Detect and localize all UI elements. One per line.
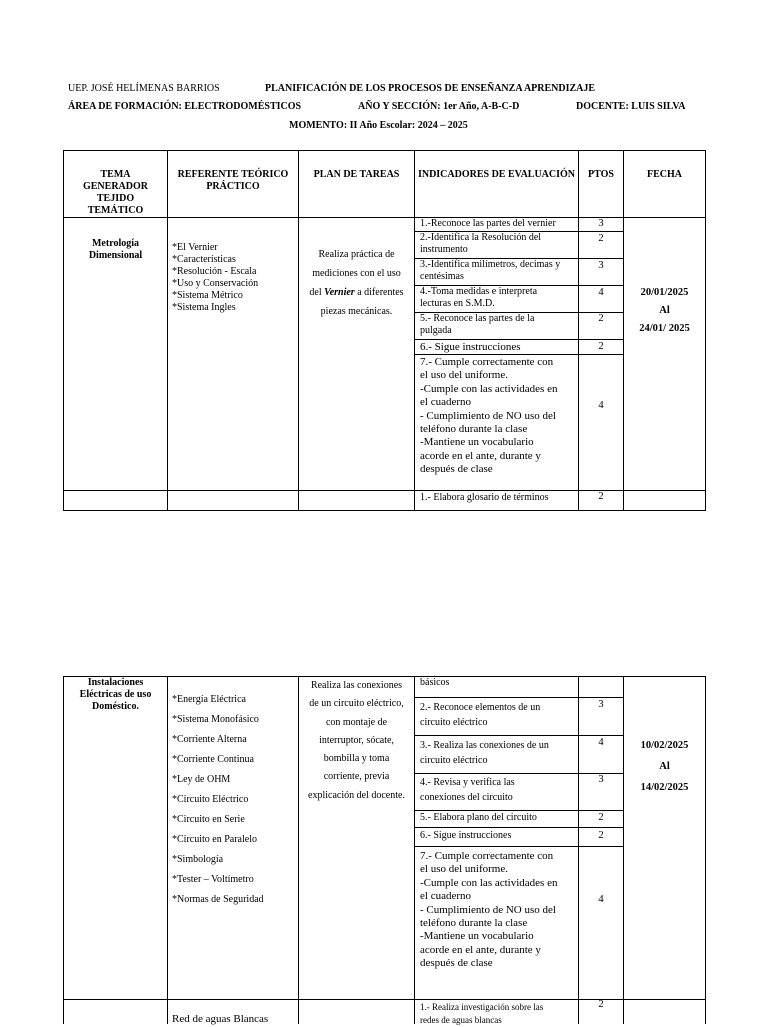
indicator-b2-2: 2.- Reconoce elementos de un circuito eléctrico [420, 702, 541, 728]
indicator-b2-1: básicos [420, 677, 450, 688]
indicator-b1-1: 1.-Reconoce las partes del vernier [420, 218, 556, 229]
pts-b3-1: 2 [598, 999, 604, 1010]
indicator-b2-3: 3.- Realiza las conexiones de un circuito eléctrico [420, 740, 549, 766]
header-tema: TEMA GENERADOR TEJIDO TEMÁTICO [82, 169, 148, 216]
year-section-label: AÑO Y SECCIÓN: 1er Año, A-B-C-D [358, 101, 520, 112]
pts-b2-4: 3 [598, 774, 604, 785]
indicator-b2-4: 4.- Revisa y verifica las conexiones del circuito [420, 777, 515, 803]
pts-b1-7: 4 [598, 400, 604, 411]
indicator-b1-6: 6.- Sigue instrucciones [420, 341, 521, 353]
referentes-block-2: *Energía Eléctrica *Sistema Monofásico *Corriente Alterna *Corriente Continua *Ley de OHM *Circuito Eléctrico *Circuito en Serie *Circuito en Paralelo *Simbología *Tester – Voltímetro *Normas de Seguridad [172, 694, 264, 905]
plan-block-2: Realiza las conexiones de un circuito eléctrico, con montaje de interruptor, sócate, bombilla y toma corriente, previa explicación del docente. [308, 680, 405, 801]
plan-title: PLANIFICACIÓN DE LOS PROCESOS DE ENSEÑANZA APRENDIZAJE [265, 83, 596, 94]
indicator-b1-4: 4.-Toma medidas e interpreta lecturas en S.M.D. [420, 286, 538, 309]
header-indicadores: INDICADORES DE EVALUACIÓN [417, 169, 576, 180]
indicator-b1-2: 2.-Identifica la Resolución del instrumento [420, 232, 542, 255]
moment-label: MOMENTO: II Año Escolar: 2024 – 2025 [289, 120, 468, 131]
pts-b2-5: 2 [598, 812, 604, 823]
pts-b2-3: 4 [598, 737, 604, 748]
header-referente: REFERENTE TEÓRICO PRÁCTICO [177, 169, 289, 192]
pts-b1-6: 2 [598, 341, 604, 352]
indicator-b2-6: 6.- Sigue instrucciones [420, 830, 512, 841]
header-fecha: FECHA [647, 169, 682, 180]
pts-b1-4: 4 [598, 287, 604, 298]
fecha-block-2: 10/02/2025 Al 14/02/2025 [640, 740, 689, 793]
indicator-b1-extra: 1.- Elabora glosario de términos [420, 492, 549, 503]
tema-block-2: Instalaciones Eléctricas de uso Doméstico. [79, 677, 152, 712]
indicator-b2-7: 7.- Cumple correctamente con el uso del uniforme. -Cumple con las actividades en el cuaderno - Cumplimiento de NO uso del teléfono durante la clase -Mantiene un vocabulario acorde en el ante, durante y después de clase [420, 850, 558, 970]
pts-b1-3: 3 [598, 260, 604, 271]
school-name: UEP. JOSÉ HELÍMENAS BARRIOS [68, 83, 220, 94]
pts-b1-5: 2 [598, 313, 604, 324]
teacher-label: DOCENTE: LUIS SILVA [576, 101, 686, 112]
pts-b1-1: 3 [598, 218, 604, 229]
fecha-block-1: 20/01/2025 Al 24/01/ 2025 [639, 287, 690, 334]
header-ptos: PTOS [588, 169, 614, 180]
header-plan: PLAN DE TAREAS [313, 169, 400, 180]
plan-block-1: Realiza práctica de mediciones con el uso del Vernier a diferentes piezas mecánicas. [309, 249, 404, 317]
pts-b1-extra: 2 [598, 491, 604, 502]
pts-b1-2: 2 [598, 233, 604, 244]
pts-b2-2: 3 [598, 699, 604, 710]
referentes-block-1: *El Vernier *Características *Resolución - Escala *Uso y Conservación *Sistema Métrico *Sistema Ingles [172, 242, 259, 313]
indicator-b1-3: 3.-Identifica milímetros, decimas y centésimas [420, 259, 561, 282]
pts-b2-6: 2 [598, 830, 604, 841]
indicator-b1-5: 5.- Reconoce las partes de la pulgada [420, 313, 535, 336]
indicator-b2-5: 5.- Elabora plano del circuito [420, 812, 537, 823]
indicator-b1-7: 7.- Cumple correctamente con el uso del uniforme. -Cumple con las actividades en el cuaderno - Cumplimiento de NO uso del teléfono durante la clase -Mantiene un vocabulario acorde en el ante, durante y después de clase [420, 356, 558, 476]
tema-block-1: Metrología Dimensional [88, 238, 143, 261]
indicator-b3-1: 1.- Realiza investigación sobre las redes de aguas blancas [420, 1002, 544, 1025]
pts-b2-7: 4 [598, 894, 604, 905]
referente-block-3: Red de aguas Blancas [172, 1013, 269, 1025]
area-label: ÁREA DE FORMACIÓN: ELECTRODOMÉSTICOS [68, 101, 302, 112]
